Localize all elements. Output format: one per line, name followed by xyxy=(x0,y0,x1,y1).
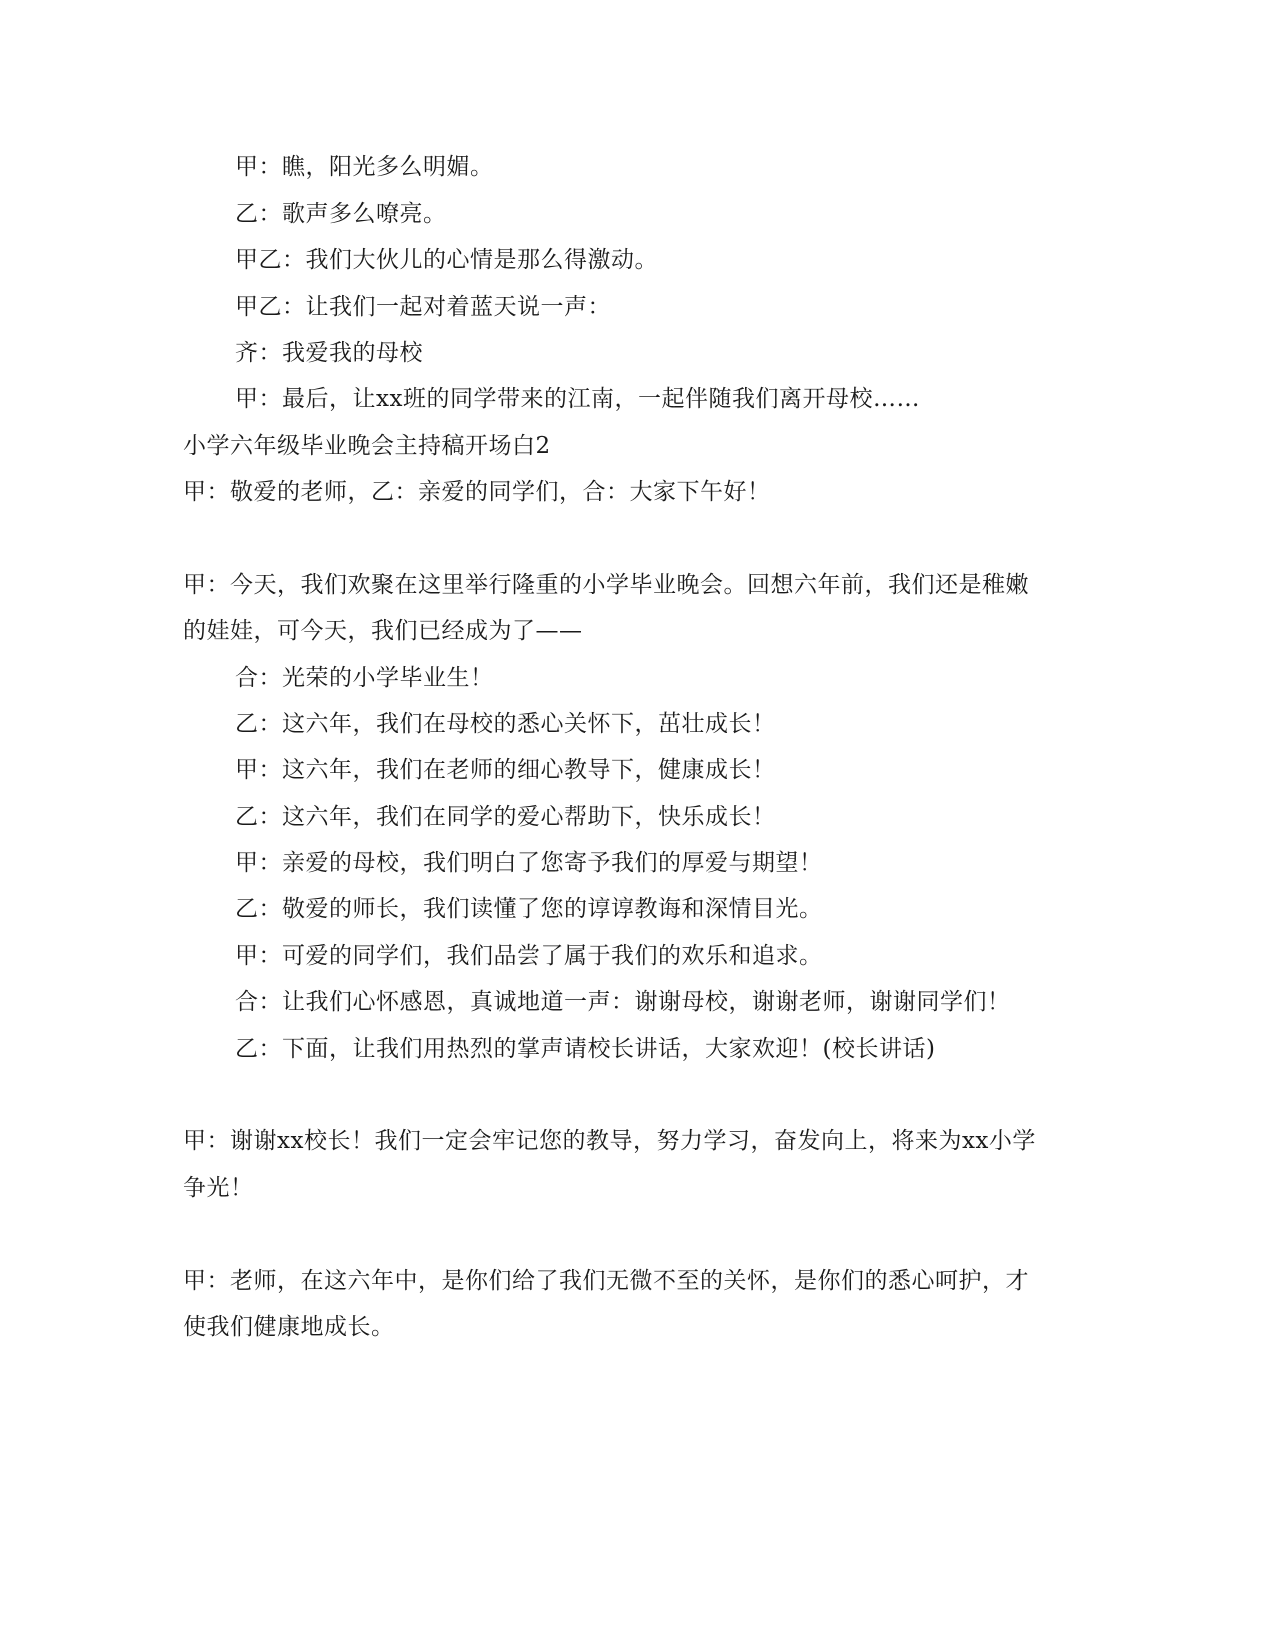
dialogue-line: 甲：今天，我们欢聚在这里举行隆重的小学毕业晚会。回想六年前，我们还是稚嫩 xyxy=(183,572,1029,598)
dialogue-line-continuation: 使我们健康地成长。 xyxy=(183,1314,395,1340)
dialogue-line-continuation: 争光！ xyxy=(183,1175,254,1201)
dialogue-line: 甲：最后，让xx班的同学带来的江南，一起伴随我们离开母校…… xyxy=(235,386,920,412)
dialogue-line: 甲乙：我们大伙儿的心情是那么得激动。 xyxy=(235,247,658,273)
dialogue-line: 甲：亲爱的母校，我们明白了您寄予我们的厚爱与期望！ xyxy=(235,850,823,876)
dialogue-line: 甲：这六年，我们在老师的细心教导下，健康成长！ xyxy=(235,757,776,783)
dialogue-line: 甲：老师，在这六年中，是你们给了我们无微不至的关怀，是你们的悉心呵护，才 xyxy=(183,1268,1029,1294)
dialogue-line: 乙：这六年，我们在同学的爱心帮助下，快乐成长！ xyxy=(235,804,776,830)
dialogue-line: 乙：下面，让我们用热烈的掌声请校长讲话，大家欢迎！(校长讲话) xyxy=(235,1036,936,1062)
dialogue-line: 合：让我们心怀感恩，真诚地道一声：谢谢母校，谢谢老师，谢谢同学们！ xyxy=(235,989,1011,1015)
dialogue-line-continuation: 的娃娃，可今天，我们已经成为了—— xyxy=(183,618,583,644)
dialogue-line: 甲：敬爱的老师，乙：亲爱的同学们，合：大家下午好！ xyxy=(183,479,771,505)
dialogue-line: 乙：这六年，我们在母校的悉心关怀下，茁壮成长！ xyxy=(235,711,776,737)
dialogue-line: 甲：谢谢xx校长！我们一定会牢记您的教导，努力学习，奋发向上，将来为xx小学 xyxy=(183,1128,1036,1154)
section-heading: 小学六年级毕业晚会主持稿开场白2 xyxy=(183,433,551,459)
dialogue-line: 乙：敬爱的师长，我们读懂了您的谆谆教诲和深情目光。 xyxy=(235,896,823,922)
dialogue-line: 甲乙：让我们一起对着蓝天说一声： xyxy=(235,294,611,320)
dialogue-line: 合：光荣的小学毕业生！ xyxy=(235,665,494,691)
dialogue-line: 乙：歌声多么嘹亮。 xyxy=(235,201,447,227)
dialogue-line: 甲：可爱的同学们，我们品尝了属于我们的欢乐和追求。 xyxy=(235,943,823,969)
dialogue-line: 齐：我爱我的母校 xyxy=(235,340,423,366)
dialogue-line: 甲：瞧，阳光多么明媚。 xyxy=(235,154,494,180)
